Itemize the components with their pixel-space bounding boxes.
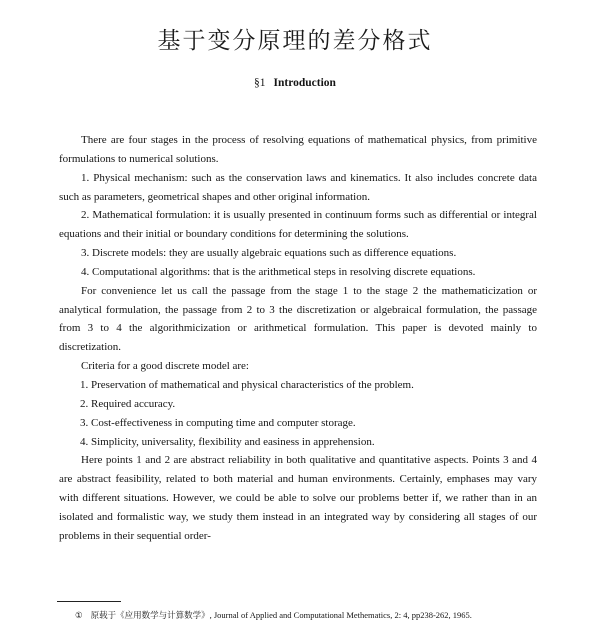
- section-number: §1: [254, 77, 266, 89]
- body-text: [59, 131, 537, 546]
- footnote-divider: [57, 601, 121, 602]
- section-heading: [0, 77, 590, 89]
- paragraph: There are four stages in the process of resolving equations of mathematical physics, from primitive formulations to numerical solutions.: [59, 134, 537, 165]
- paragraph: Criteria for a good discrete model are:: [81, 360, 249, 373]
- paragraph: 4. Computational algorithms: that is the arithmetical steps in resolving discrete equations.: [81, 265, 476, 278]
- criteria-item: 3. Cost-effectiveness in computing time and computer storage.: [80, 416, 356, 429]
- paper-title: 基于变分原理的差分格式: [157, 28, 433, 54]
- footnote: [75, 609, 472, 621]
- section-title: Introduction: [273, 77, 336, 89]
- paragraph: 2. Mathematical formulation: it is usually presented in continuum forms such as differential or integral equations and their initial or boundary conditions for determining the solutions.: [59, 209, 537, 241]
- paragraph: 3. Discrete models: they are usually algebraic equations such as difference equations.: [81, 247, 457, 260]
- criteria-item: 1. Preservation of mathematical and physical characteristics of the problem.: [80, 378, 414, 391]
- footnote-text: 原载于《应用数学与计算数学》, Journal of Applied and Computational Methematics, 2: 4, pp238-262, 1965.: [90, 610, 472, 620]
- paragraph: Here points 1 and 2 are abstract reliability in both qualitative and quantitative aspects. Points 3 and 4 are abstract feasibility, related to both material and human environments. Certainly, emphases may vary with different situations. However, we could be able to solve our problems better if, we rather than in an isolated and formalistic way, we study them instead in an integrated way by considering all stages of our problems in their sequential order-: [59, 454, 537, 542]
- paragraph: 1. Physical mechanism: such as the conservation laws and kinematics. It also includes concrete data such as parameters, geometrical shapes and other original information.: [59, 171, 537, 203]
- criteria-item: 4. Simplicity, universality, flexibility and easiness in apprehension.: [80, 435, 375, 448]
- paragraph: For convenience let us call the passage from the stage 1 to the stage 2 the mathematicization or analytical formulation, the passage from 2 to 3 the discretization or algebraical formulation, the passage from 3 to 4 the algorithmicization or arithmetical formulation. This paper is devoted mainly to discretization.: [59, 284, 537, 354]
- criteria-item: 2. Required accuracy.: [80, 397, 176, 410]
- footnote-mark: ①: [75, 610, 83, 620]
